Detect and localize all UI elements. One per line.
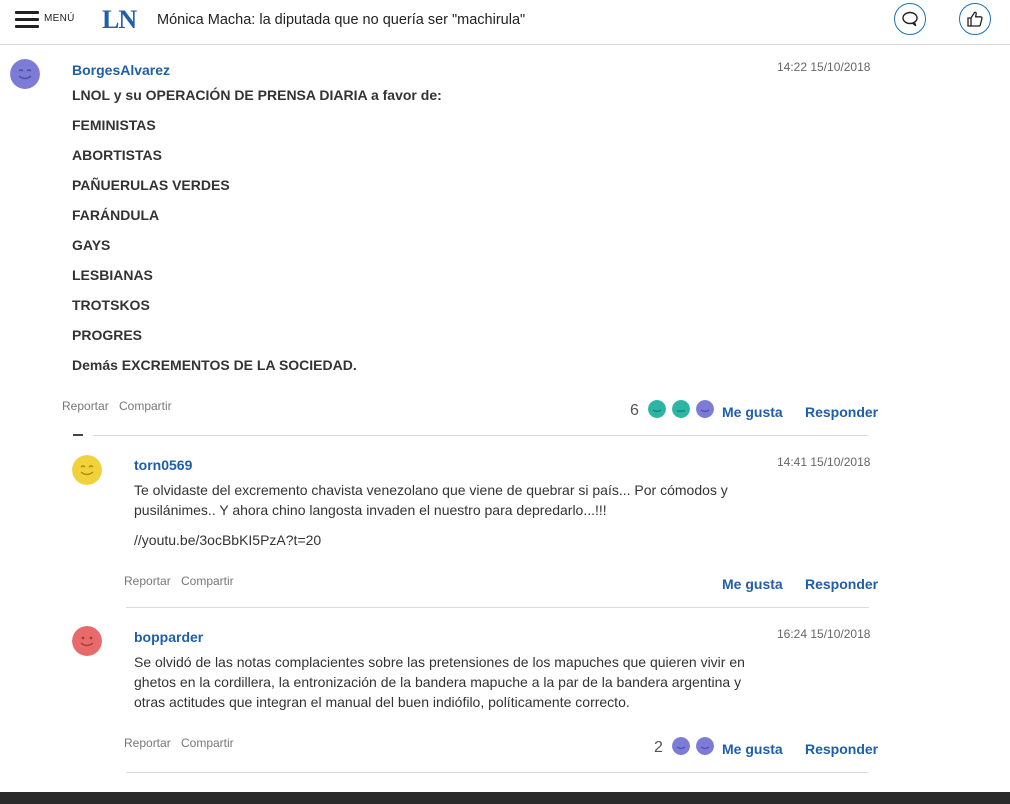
purple-smiley-icon[interactable] xyxy=(696,737,714,755)
comment-text-line: TROTSKOS xyxy=(72,297,150,313)
reply-timestamp: 14:41 15/10/2018 xyxy=(777,455,871,469)
like-button[interactable]: Me gusta xyxy=(722,741,783,757)
comment-text-line: FARÁNDULA xyxy=(72,207,160,223)
report-link[interactable]: Reportar xyxy=(124,574,171,588)
comment-text-line: Demás EXCREMENTOS DE LA SOCIEDAD. xyxy=(72,357,357,373)
reply-author[interactable]: torn0569 xyxy=(134,457,193,473)
reaction-count: 6 xyxy=(630,402,639,419)
reply-text-line: Te olvidaste del excremento chavista venezolano que viene de quebrar si país... Por cómodos y xyxy=(134,482,728,498)
menu-button[interactable] xyxy=(15,10,75,32)
comment-author[interactable]: BorgesAlvarez xyxy=(72,62,171,78)
reply-link-text[interactable]: //youtu.be/3ocBbKI5PzA?t=20 xyxy=(134,532,322,548)
reply-text-line: pusilánimes.. Y ahora chino langosta invaden el nuestro para depredarlo...!!! xyxy=(134,502,607,518)
reply-button[interactable]: Responder xyxy=(805,576,879,592)
comment-text-line: ABORTISTAS xyxy=(72,147,162,163)
collapse-thread-toggle[interactable] xyxy=(73,434,83,436)
teal-neutral-icon[interactable] xyxy=(672,400,690,418)
like-article-button[interactable] xyxy=(959,3,991,35)
teal-smiley-icon[interactable] xyxy=(648,400,666,418)
avatar[interactable] xyxy=(10,59,40,89)
comments-button[interactable] xyxy=(894,3,926,35)
divider xyxy=(126,607,869,608)
reply-author[interactable]: bopparder xyxy=(134,629,204,645)
comment-text-line: PAÑUERULAS VERDES xyxy=(72,177,230,193)
comment-text-line: PROGRES xyxy=(72,327,143,343)
reply-text-line: otras actitudes que integran el manual del buen indiófilo, políticamente correcto. xyxy=(134,694,630,710)
comment-text-line: LESBIANAS xyxy=(72,267,153,283)
reply-button[interactable]: Responder xyxy=(805,741,879,757)
comment-text-line: FEMINISTAS xyxy=(72,117,156,133)
avatar[interactable] xyxy=(72,455,102,485)
avatar[interactable] xyxy=(72,626,102,656)
reaction-count: 2 xyxy=(654,739,663,756)
ln-logo[interactable]: LN xyxy=(102,5,137,34)
top-bar xyxy=(0,0,1010,45)
comment-text-line: GAYS xyxy=(72,237,111,253)
thumbs-up-icon xyxy=(966,10,984,28)
comment-text-line: LNOL y su OPERACIÓN DE PRENSA DIARIA a favor de: xyxy=(72,87,442,103)
reply-text-line: ghetos en la cordillera, la entronización de la bandera mapuche a la par de la bandera argentina y xyxy=(134,674,742,690)
report-link[interactable]: Reportar xyxy=(62,399,109,413)
purple-smiley-icon[interactable] xyxy=(696,400,714,418)
reply-text-line: Se olvidó de las notas complacientes sobre las pretensiones de los mapuches que quieren vivir en xyxy=(134,654,745,670)
like-button[interactable]: Me gusta xyxy=(722,404,783,420)
article-headline: Mónica Macha: la diputada que no quería ser "machirula" xyxy=(157,12,526,28)
speech-bubble-icon xyxy=(901,10,919,28)
report-link[interactable]: Reportar xyxy=(124,736,171,750)
like-button[interactable]: Me gusta xyxy=(722,576,783,592)
purple-smiley-icon[interactable] xyxy=(672,737,690,755)
bottom-edge xyxy=(0,792,1010,804)
hamburger-icon xyxy=(15,11,39,29)
menu-label: MENÚ xyxy=(44,13,75,24)
comment-timestamp: 14:22 15/10/2018 xyxy=(777,60,871,74)
divider xyxy=(126,772,869,773)
reply-timestamp: 16:24 15/10/2018 xyxy=(777,627,871,641)
share-link[interactable]: Compartir xyxy=(119,399,172,413)
share-link[interactable]: Compartir xyxy=(181,574,234,588)
share-link[interactable]: Compartir xyxy=(181,736,234,750)
reply-button[interactable]: Responder xyxy=(805,404,879,420)
divider xyxy=(93,435,869,436)
